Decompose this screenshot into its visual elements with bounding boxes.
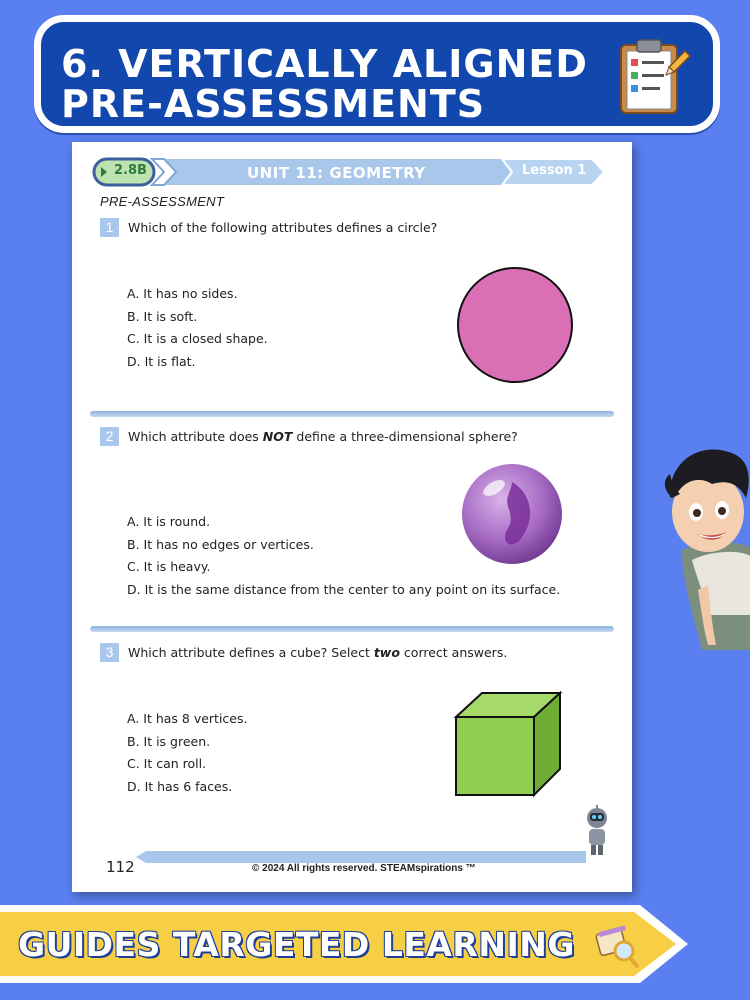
section-title: PRE-ASSESSMENT [100, 194, 225, 209]
question-number: 3 [100, 643, 119, 662]
bottom-banner-text: GUIDES TARGETED LEARNING [18, 925, 575, 964]
question-number: 1 [100, 218, 119, 237]
question-3 [100, 643, 610, 813]
option-b[interactable]: B. It has no edges or vertices. [127, 536, 314, 552]
banner-title-line2: PRE-ASSESSMENTS [61, 82, 486, 126]
option-c[interactable]: C. It is heavy. [127, 559, 211, 574]
answer-options [127, 283, 268, 373]
banner-title-line1: 6. VERTICALLY ALIGNED [61, 42, 588, 86]
banner-title [61, 44, 601, 124]
bottom-banner [0, 903, 690, 985]
option-a[interactable]: A. It has 8 vertices. [127, 711, 248, 726]
option-b[interactable]: B. It is soft. [127, 308, 198, 324]
option-c[interactable]: C. It can roll. [127, 756, 207, 771]
scroll-magnifier-icon [592, 921, 640, 969]
top-banner [34, 15, 720, 133]
option-d[interactable]: D. It is the same distance from the center to any point on its surface. [127, 581, 561, 597]
answer-options [127, 708, 247, 798]
pink-circle-image [455, 265, 575, 385]
question-text-part: correct answers. [399, 645, 508, 660]
question-2 [100, 427, 610, 607]
question-text: Which of the following attributes defines a circle? [128, 220, 438, 235]
question-text [128, 429, 518, 444]
option-d[interactable]: D. It is flat. [127, 353, 196, 369]
clipboard-checklist-icon [615, 37, 693, 117]
option-a[interactable]: A. It is round. [127, 514, 211, 529]
page-number: 112 [106, 858, 135, 876]
unit-title: UNIT 11: GEOMETRY [247, 164, 426, 182]
standard-code-badge: 2.8B [114, 163, 147, 178]
question-emphasis: two [373, 645, 400, 660]
question-text-part: Which attribute defines a cube? Select [128, 645, 374, 660]
worksheet-header [92, 157, 612, 187]
question-1 [100, 218, 610, 388]
worksheet-page [72, 142, 632, 892]
question-emphasis: NOT [262, 429, 293, 444]
question-text-part: Which attribute does [128, 429, 263, 444]
cartoon-boy-illustration [642, 440, 750, 650]
question-text [128, 645, 507, 660]
copyright-text: © 2024 All rights reserved. STEAMspirations ™ [252, 863, 476, 874]
section-divider [90, 626, 614, 632]
green-cube-image [452, 691, 564, 799]
section-divider [90, 411, 614, 417]
lesson-label: Lesson 1 [522, 163, 587, 178]
robot-mascot-icon [580, 804, 614, 860]
footer-bar [136, 851, 586, 863]
option-b[interactable]: B. It is green. [127, 733, 211, 749]
option-a[interactable]: A. It has no sides. [127, 286, 238, 301]
question-text-part: define a three-dimensional sphere? [292, 429, 518, 444]
option-d[interactable]: D. It has 6 faces. [127, 778, 233, 794]
option-c[interactable]: C. It is a closed shape. [127, 331, 268, 346]
marble-sphere-image [460, 462, 564, 566]
question-number: 2 [100, 427, 119, 446]
